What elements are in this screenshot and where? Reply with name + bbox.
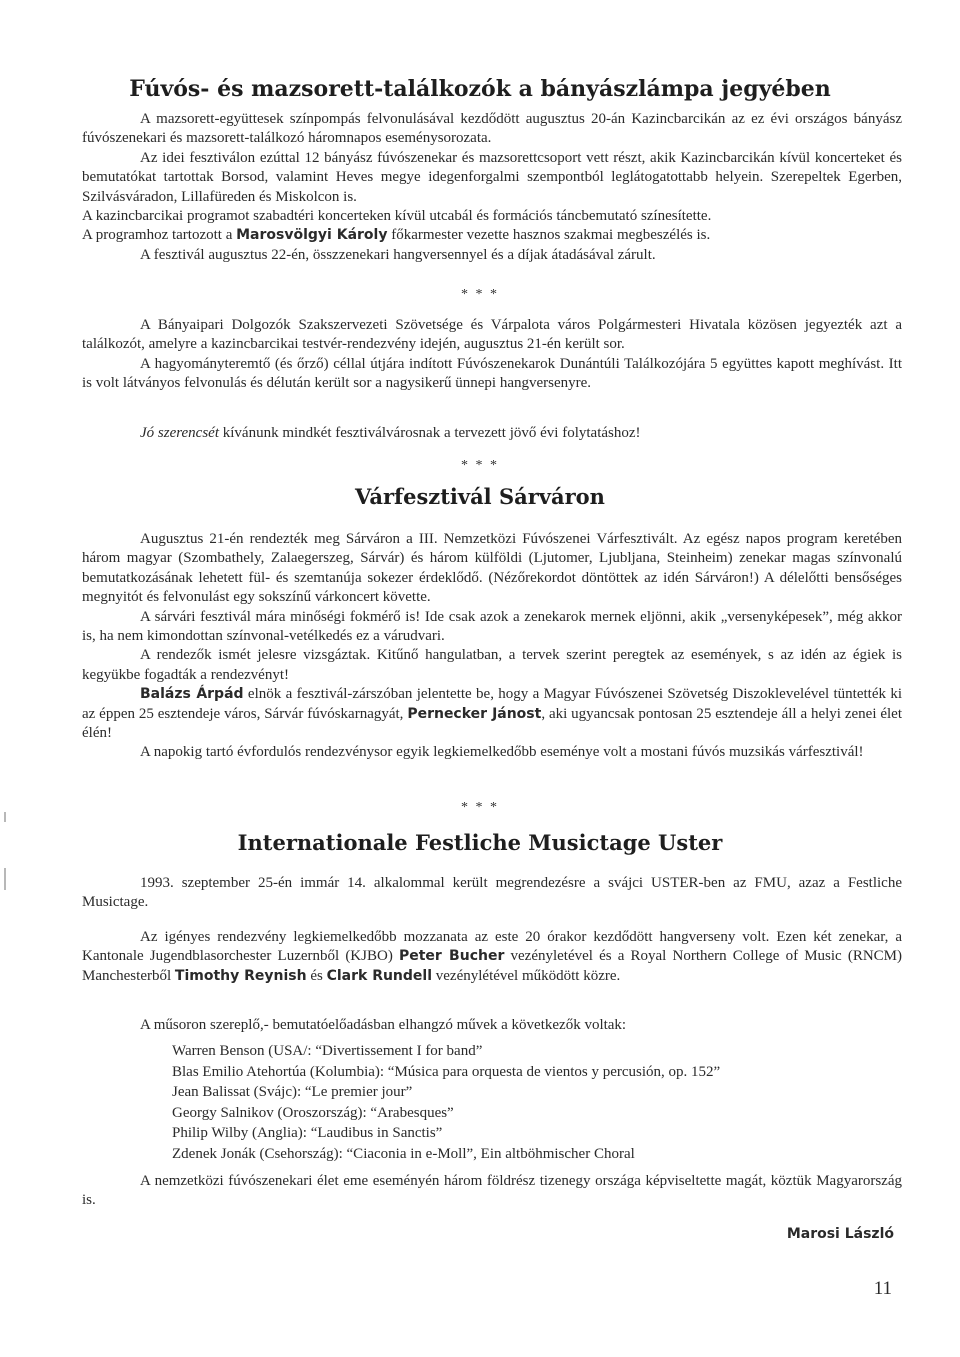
text-span: A programhoz tartozott a — [82, 227, 237, 244]
italic-phrase: Jó szerencsét — [140, 425, 219, 441]
section-separator: * * * — [461, 287, 499, 302]
author-signature: Marosi László — [786, 1226, 894, 1242]
paragraph — [82, 226, 902, 245]
paragraph: A Bányaipari Dolgozók Szakszervezeti Szövetsége és Várpalota város Polgármesteri Hivatala közösen jegyezték azt a találkozót, amelyre a kazincbarcikai testvér-rendezvény idején, augusztus 21-én került sor. — [82, 317, 902, 353]
list-item: Blas Emilio Atehortúa (Kolumbia): “Música para orquesta de vientos y percusión, op. 152” — [172, 1063, 721, 1080]
list-item: Philip Wilby (Anglia): “Laudibus in Sanctis” — [172, 1125, 443, 1141]
section-separator: * * * — [461, 458, 499, 473]
paragraph: A hagyományteremtő (és őrző) céllal útjára indított Fúvószenekarok Dunántúli Találkozójára 5 együttes kapott meghívást. Itt is volt látványos felvonulás és délután került sor a nagysikerű ünnepi hangversenyre. — [82, 355, 902, 392]
text-span: , aki ugyancsak pontosan 25 esztendeje áll a helyi zenei élet élén! — [82, 705, 903, 742]
text-span: elnök a fesztivál-zárszóban jelentette be, hogy a Magyar Fúvószenei Szövetség Diszoklevelével tüntették ki az éppen 25 esztendeje város, Sárvár fúvóskarnagyát, — [82, 686, 903, 722]
list-item: Georgy Salnikov (Oroszország): “Arabesques” — [172, 1104, 454, 1121]
paragraph: A műsoron szereplő,- bemutatóelőadásban elhangzó művek a következők voltak: — [140, 1017, 627, 1033]
text-span: kívánunk mindkét fesztiválvárosnak a tervezett jövő évi folytatáshoz! — [219, 425, 641, 441]
paragraph: A sárvári fesztivál mára minőségi fokmérő is! Ide csak azok a zenekarok mernek eljönni, akik „versenyképesek”, még akkor is, ha nem kimondottan színvonal-vetélkedés ez a várudvari. — [82, 608, 902, 645]
person-name: Clark Rundell — [326, 967, 433, 984]
list-item: Jean Balissat (Svájc): “Le premier jour” — [172, 1084, 413, 1100]
article-body-uster-concert — [82, 928, 902, 986]
text-span: főkarmester vezette hasznos szakmai megbeszélés is. — [387, 227, 711, 244]
works-list — [172, 1041, 892, 1164]
person-name: Timothy Reynish — [174, 967, 307, 984]
article-body-uster-intro — [82, 874, 902, 913]
paragraph: A rendezők ismét jelesre vizsgáztak. Kitűnő hangulatban, a tervek szerint peregtek az események, s az idén az égiek is kegyükbe fogadták a rendezvényt! — [82, 647, 902, 683]
paragraph: 1993. szeptember 25-én immár 14. alkalommal került megrendezésre a svájci USTER-ben az FMU, azaz a Festliche Musictage. — [82, 875, 902, 911]
text-span: és — [306, 967, 327, 984]
person-name: Balázs Árpád — [140, 686, 244, 703]
list-item: Warren Benson (USA/: “Divertissement I for band” — [172, 1043, 483, 1059]
paragraph: A nemzetközi fúvószenekari élet eme eseményén három földrész tizenegy országa képviseltette magát, köztük Magyarország is. — [82, 1173, 902, 1209]
paragraph — [82, 424, 902, 443]
paragraph: A fesztivál augusztus 22-én, összzenekari hangversennyel és a díjak átadásával zárult. — [140, 246, 656, 263]
paragraph: Augusztus 21-én rendezték meg Sárváron a III. Nemzetközi Fúvószenei Várfesztivált. Az egész napos program keretében három magyar (Szombathely, Zalaegerszeg, Sárvár) és három külföldi (Ljutomer, Ljubljana, Steinheim) zenekar magas színvonalú bemutatkozásának lehetett fül- és szemtanúja sokezer érdeklődő. (Nézőrekordot döntöttek az idén Sárváron!) A délelőtti bensőséges megnyitót és felvonulást egy sokszínű várkoncert követte. — [82, 531, 902, 606]
article-title-banyaszlampa: Fúvós- és mazsorett-találkozók a bányászlámpa jegyében — [129, 76, 831, 102]
paragraph — [82, 928, 902, 986]
scan-edge-mark — [4, 812, 6, 822]
person-name: Marosvölgyi Károly — [236, 227, 388, 244]
paragraph: A kazincbarcikai programot szabadtéri koncerteken kívül utcabál és formációs táncbemutató színesítette. — [82, 208, 712, 225]
paragraph: A napokig tartó évfordulós rendezvénysor egyik legkiemelkedőbb eseménye volt a mostani fúvós muzsikás várfesztivál! — [140, 744, 864, 761]
person-name: Pernecker Jánost — [407, 705, 542, 722]
article-body-varpalota — [82, 316, 902, 394]
page-number: 11 — [873, 1278, 892, 1299]
article-title-sarvar: Várfesztivál Sárváron — [355, 484, 605, 509]
text-span: vezényletével és a Royal Northern College of Music (RNCM) Manchesterből — [82, 948, 903, 984]
article-body-sarvar — [82, 530, 902, 763]
closing-wish — [82, 424, 902, 443]
program-intro — [82, 1016, 902, 1035]
section-separator: * * * — [461, 800, 499, 815]
list-item: Zdenek Jonák (Csehország): “Ciaconia in e-Moll”, Ein altböhmischer Choral — [172, 1145, 635, 1162]
scan-edge-mark — [4, 868, 6, 890]
text-span: vezénylétével működött közre. — [432, 967, 621, 984]
paragraph: Az idei fesztiválon ezúttal 12 bányász fúvószenekar és mazsorettcsoport vett részt, akik Kazincbarcikán kívül koncerteket és bemutatókat tartottak Borsod, valamint Heves megye idegenforgalmi szempontból leglátogatottabb helyein. Szerepeltek Egerben, Szilvásváradon, Lillafüreden és Miskolcon is. — [82, 149, 902, 205]
paragraph: A mazsorett-együttesek színpompás felvonulásával kezdődött augusztus 20-án Kazincbarcikán az ez évi országos bányász fúvószenekari és mazsorett-találkozó háromnapos eseménysorozata. — [82, 111, 902, 147]
text-span: Az igényes rendezvény legkiemelkedőbb mozzanata az este 20 órakor kezdődött hangverseny volt. Ezen két zenekar, a Kantonale Jugendblasorchester Luzernből (KJBO) — [82, 929, 902, 965]
article-body-banyaszlampa — [82, 110, 902, 265]
person-name: Peter Bucher — [398, 948, 505, 965]
article-title-uster: Internationale Festliche Musictage Uster — [237, 830, 723, 855]
paragraph — [82, 685, 902, 743]
article-body-uster-closing — [82, 1172, 902, 1211]
